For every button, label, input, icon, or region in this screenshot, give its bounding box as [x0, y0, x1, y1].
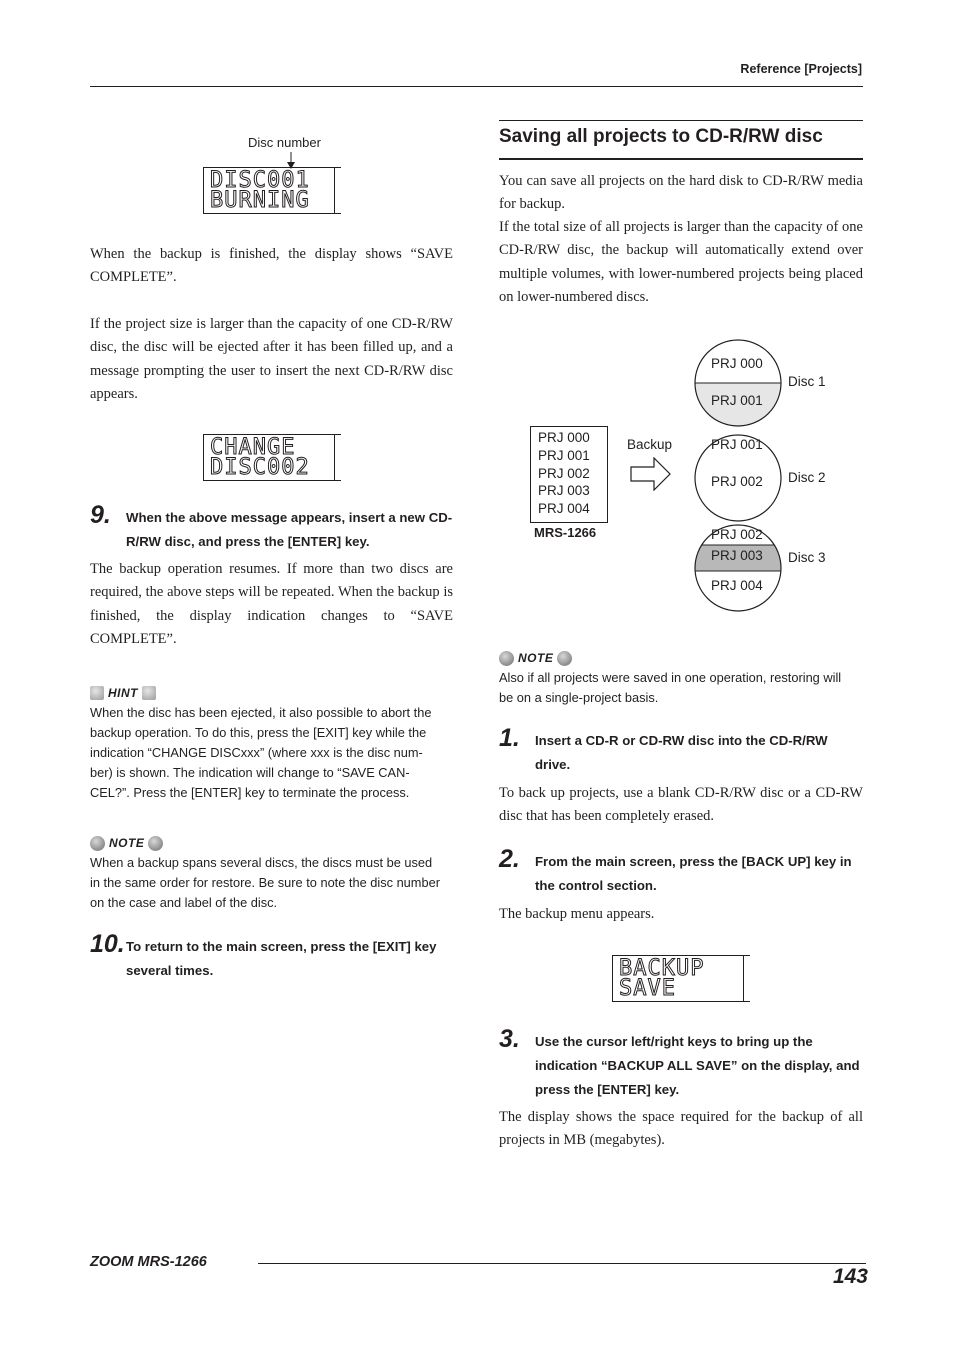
paragraph-backup-finished: When the backup is finished, the display shows “SAVE COMPLETE”.: [90, 246, 453, 286]
project-list-box: [530, 426, 608, 523]
step-1-number: 1.: [499, 724, 520, 752]
hint-badge: [90, 684, 156, 702]
source-device-label: MRS-1266: [534, 525, 597, 540]
hint-square-icon: [90, 686, 104, 700]
lcd-line-1: CHANGE: [210, 435, 296, 460]
backup-arrow-label: Backup: [627, 437, 673, 452]
hint-line: When the disc has been ejected, it also possible to abort the: [90, 705, 432, 720]
note-text: [90, 853, 460, 913]
step-9-body: The backup operation resumes. If more than two discs are required, the above steps will be repeated. When the backup is finished, the display indication changes to “SAVE COMPLETE”.: [90, 561, 453, 648]
disc-3-label: Disc 3: [788, 550, 826, 565]
disc-3-project: PRJ 003: [711, 548, 763, 563]
lcd-line-2: DISC002: [210, 455, 310, 480]
note-line: be on a single-project basis.: [499, 690, 659, 705]
project-list-item: PRJ 000: [538, 430, 590, 445]
step-9-instruction: When the above message appears, insert a new CD-R/RW disc, and press the [ENTER] key.: [126, 510, 453, 549]
intro-paragraph-2: If the total size of all projects is larger than the capacity of one CD-R/RW disc, the backup will automatically extend over multiple volumes, with lower-numbered projects being placed on lower-numbered discs.: [499, 219, 863, 306]
note-line: Also if all projects were saved in one operation, restoring will: [499, 670, 842, 685]
note-ball-icon: [499, 651, 514, 666]
disc-2-label: Disc 2: [788, 470, 826, 485]
section-title: Saving all projects to CD-R/RW disc: [499, 126, 823, 147]
project-list-item: PRJ 004: [538, 501, 590, 517]
step-3-instruction: Use the cursor left/right keys to bring up the indication “BACKUP ALL SAVE” on the display, and press the [ENTER] key.: [535, 1034, 860, 1097]
hint-line: backup operation. To do this, press the [EXIT] key while the: [90, 725, 427, 740]
note-line: When a backup spans several discs, the discs must be used: [90, 855, 433, 870]
hint-line: indication “CHANGE DISCxxx” (where xxx is the disc num-: [90, 745, 423, 760]
disc-1-project: PRJ 000: [711, 356, 763, 371]
lcd-line-1: BACKUP: [619, 956, 705, 981]
disc-number-label: Disc number: [248, 135, 321, 150]
intro-paragraph-1: You can save all projects on the hard disk to CD-R/RW media for backup.: [499, 173, 863, 213]
hint-line: ber) is shown. The indication will change to “SAVE CAN-: [90, 765, 410, 780]
lcd-display-burning: [203, 167, 341, 214]
step-10-instruction: To return to the main screen, press the [EXIT] key several times.: [126, 939, 437, 978]
project-list-item: PRJ 002: [538, 465, 590, 481]
lcd-line-2: SAVE: [619, 976, 676, 1001]
lcd-line-1: DISC001: [210, 168, 310, 193]
disc-1-label: Disc 1: [788, 374, 826, 389]
disc-2-project: PRJ 002: [711, 474, 763, 489]
hint-line: CEL?”. Press the [ENTER] key to terminate the process.: [90, 785, 410, 800]
footer-rule: [258, 1263, 866, 1264]
step-1-instruction: Insert a CD-R or CD-RW disc into the CD-R/RW drive.: [535, 733, 828, 772]
title-rule-bottom: [499, 158, 863, 160]
backup-arrow-icon: [630, 457, 672, 491]
note-label: NOTE: [518, 651, 554, 665]
header-rule: [90, 86, 863, 87]
note-badge: [90, 834, 163, 852]
note-line: on the case and label of the disc.: [90, 895, 278, 910]
page-number: 143: [832, 1265, 868, 1288]
step-3-number: 3.: [499, 1025, 520, 1053]
step-3-body: The display shows the space required for the backup of all projects in MB (megabytes).: [499, 1109, 863, 1149]
disc-3-project: PRJ 002: [711, 527, 763, 542]
disc-3-project: PRJ 004: [711, 578, 763, 593]
title-rule-top: [499, 120, 863, 121]
paragraph-project-size: If the project size is larger than the capacity of one CD-R/RW disc, the disc will be ejected after it has been filled up, and a message prompting the user to insert the next CD-R/RW disc appears.: [90, 316, 453, 403]
step-2-instruction: From the main screen, press the [BACK UP] key in the control section.: [535, 854, 852, 893]
step-2-number: 2.: [499, 845, 520, 873]
step-1-body: To back up projects, use a blank CD-R/RW disc or a CD-RW disc that has been completely erased.: [499, 785, 863, 825]
hint-text: [90, 703, 460, 803]
lcd-display-backup-save: [612, 955, 750, 1002]
lcd-display-change-disc: [203, 434, 341, 481]
step-10-number: 10.: [90, 930, 125, 958]
note-ball-icon: [557, 651, 572, 666]
step-2-body: The backup menu appears.: [499, 906, 655, 922]
running-header: Reference [Projects]: [740, 62, 862, 76]
note-line: in the same order for restore. Be sure to note the disc number: [90, 875, 440, 890]
note-text: [499, 668, 869, 708]
footer-product: ZOOM MRS-1266: [90, 1254, 207, 1270]
disc-1-project: PRJ 001: [711, 393, 763, 408]
note-ball-icon: [148, 836, 163, 851]
note-badge: [499, 649, 572, 667]
note-label: NOTE: [109, 836, 145, 850]
step-9-number: 9.: [90, 501, 111, 529]
hint-square-icon: [142, 686, 156, 700]
project-list-item: PRJ 001: [538, 447, 590, 463]
disc-2-project: PRJ 001: [711, 437, 763, 452]
hint-label: HINT: [108, 686, 138, 700]
lcd-line-2: BURNING: [210, 188, 310, 213]
project-list-item: PRJ 003: [538, 483, 590, 499]
note-ball-icon: [90, 836, 105, 851]
